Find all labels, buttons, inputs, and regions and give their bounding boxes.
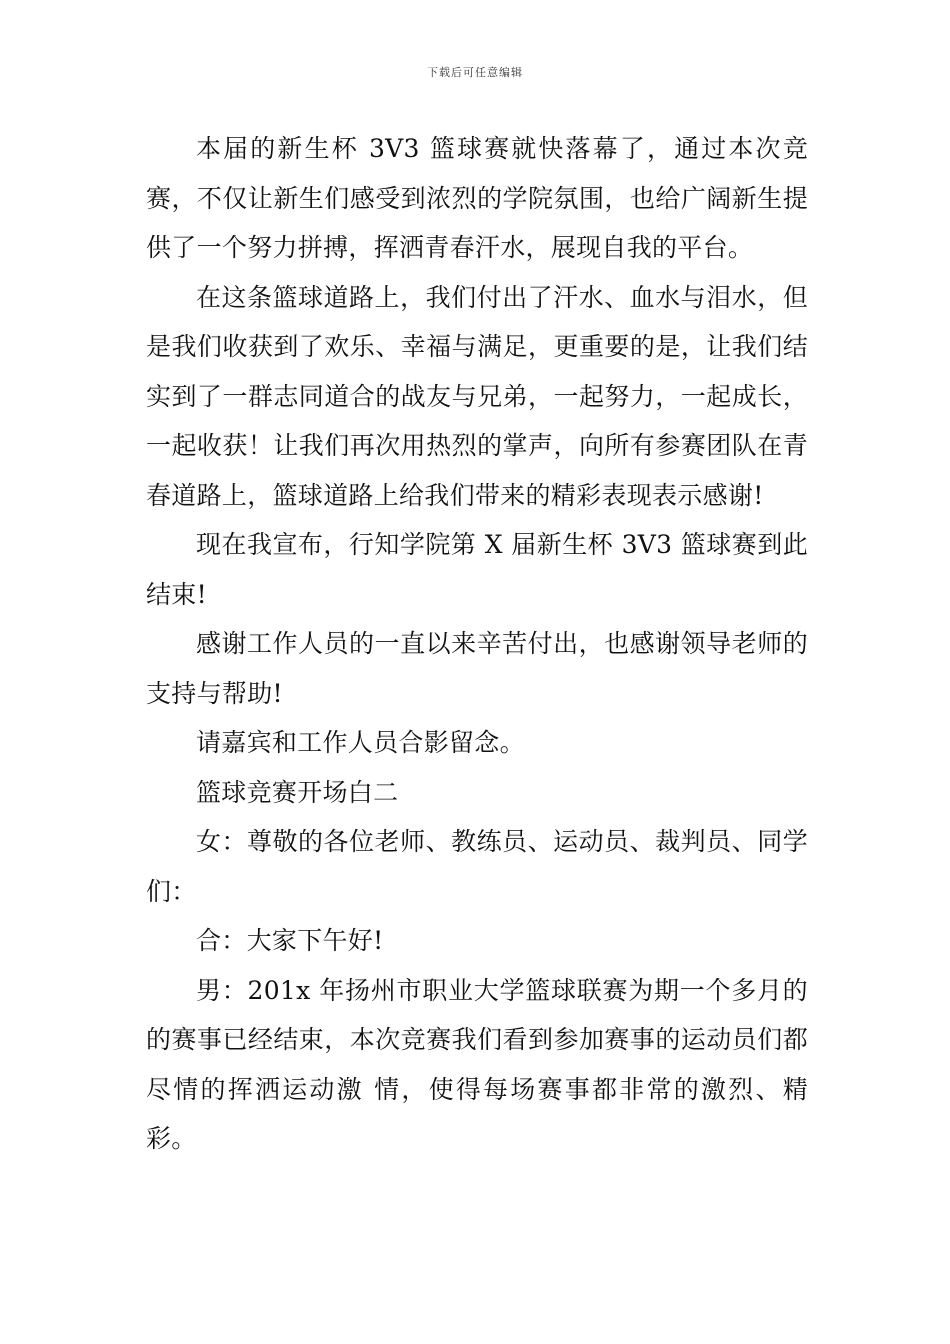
paragraph-announcement: 现在我宣布，行知学院第 X 届新生杯 3V3 篮球赛到此结束! xyxy=(146,530,808,609)
section-heading: 篮球竞赛开场白二 xyxy=(196,777,399,807)
document-body xyxy=(146,124,808,1164)
paragraph-group-photo: 请嘉宾和工作人员合影留念。 xyxy=(196,728,525,757)
paragraph-together: 合：大家下午好! xyxy=(196,926,384,955)
paragraph-thanks-staff: 感谢工作人员的一直以来辛苦付出，也感谢领导老师的支持与帮助! xyxy=(146,629,808,708)
paragraph-male-host: 男：201x 年扬州市职业大学篮球联赛为期一个多月的的赛事已经结束，本次竞赛我们看到参加赛事的运动员们都尽情的挥洒运动激 情，使得每场赛事都非常的激烈、精彩。 xyxy=(146,975,808,1153)
paragraph-thanks-teams: 在这条篮球道路上，我们付出了汗水、血水与泪水，但是我们收获到了欢乐、幸福与满足，更重要的是，让我们结实到了一群志同道合的战友与兄弟，一起努力，一起成长，一起收获！让我们再次用热烈的掌声，向所有参赛团队在青春道路上，篮球道路上给我们带来的精彩表现表示感谢! xyxy=(146,282,808,510)
page-header: 下载后可任意编辑 xyxy=(427,66,523,79)
paragraph-female-host: 女：尊敬的各位老师、教练员、运动员、裁判员、同学们： xyxy=(146,827,808,906)
paragraph-closing-intro: 本届的新生杯 3V3 篮球赛就快落幕了，通过本次竞赛，不仅让新生们感受到浓烈的学院氛围，也给广阔新生提供了一个努力拼搏，挥洒青春汗水，展现自我的平台。 xyxy=(146,134,808,262)
